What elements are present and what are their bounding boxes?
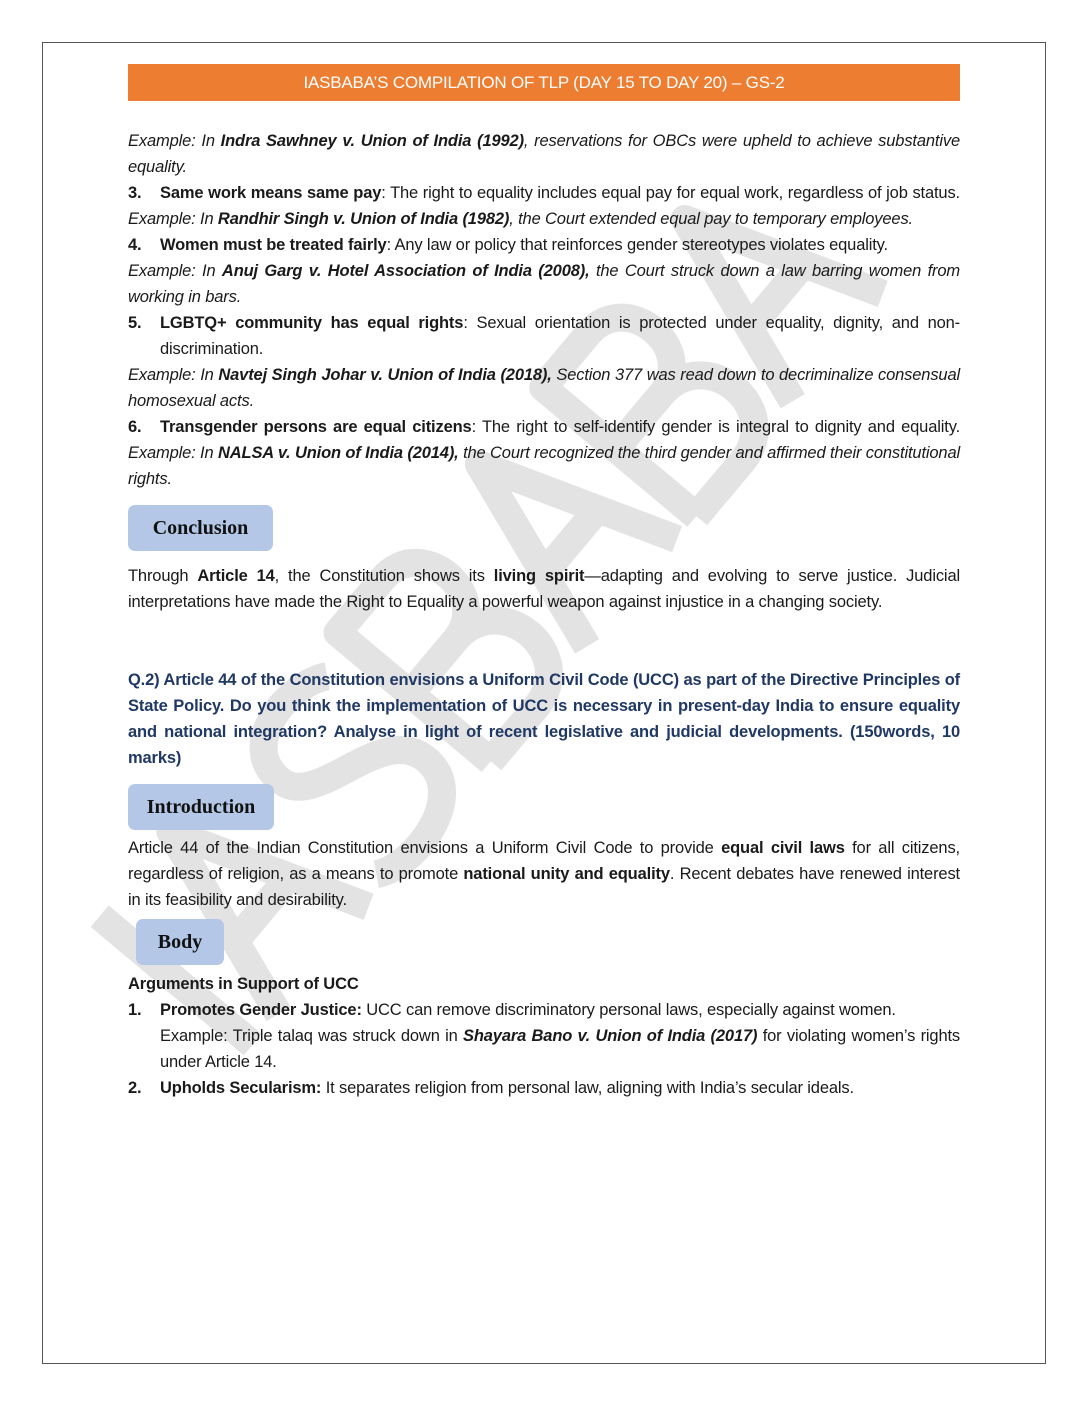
- text-segment: Example: In: [128, 366, 219, 384]
- text-segment: the Court recognized the third gender and affirmed their constitutional rights.: [128, 444, 960, 488]
- bold-text: NALSA v. Union of India (2014),: [217, 444, 459, 462]
- text-segment: Article 44 of the Indian Constitution envisions a Uniform Civil Code to provide: [128, 839, 722, 857]
- text-segment: , reservations for OBCs were upheld to achieve substantive equality.: [128, 132, 960, 176]
- text-segment: : Sexual orientation is protected under equality, dignity, and non-discrimination.: [160, 314, 960, 358]
- introduction-text: [128, 835, 960, 913]
- list-item: [128, 180, 960, 206]
- list-number: 4.: [128, 236, 142, 254]
- page-border: [42, 42, 1046, 1364]
- bold-text: Upholds Secularism:: [160, 1079, 322, 1097]
- text-segment: Example: In: [128, 262, 222, 280]
- bold-text: Transgender persons are equal citizens: [160, 418, 472, 436]
- list-number: 6.: [128, 418, 142, 436]
- page-header-banner: IASBABA’S COMPILATION OF TLP (DAY 15 TO DAY 20) – GS-2: [128, 64, 960, 101]
- list-number: [128, 1023, 160, 1075]
- text-segment: Example: In: [128, 444, 218, 462]
- paragraph: [128, 835, 960, 913]
- text-segment: Through: [128, 567, 198, 585]
- text-segment: . Recent debates have renewed interest in its feasibility and desirability.: [128, 865, 960, 909]
- list-item-text: [160, 310, 960, 362]
- text-segment: Example: In: [128, 132, 221, 150]
- paragraph: [128, 971, 960, 997]
- bold-text: Indra Sawhney v. Union of India (1992): [220, 132, 524, 150]
- conclusion-heading: Conclusion: [128, 505, 273, 551]
- paragraph: [128, 206, 960, 232]
- examples-section: [128, 128, 960, 492]
- text-segment: the Court struck down a law barring women from working in bars.: [128, 262, 960, 306]
- bold-text: Shayara Bano v. Union of India (2017): [463, 1027, 758, 1045]
- paragraph: [128, 563, 960, 615]
- text-segment: , the Constitution shows its: [274, 567, 494, 585]
- bold-text: Article 14: [197, 567, 275, 585]
- list-item-text: [160, 997, 960, 1023]
- question-text: [128, 667, 960, 771]
- paragraph: [128, 667, 960, 771]
- bold-text: Women must be treated fairly: [160, 236, 387, 254]
- bold-text: Promotes Gender Justice:: [160, 1001, 362, 1019]
- body-text: [128, 971, 960, 1101]
- text-segment: —adapting and evolving to serve justice. Judicial interpretations have made the Right to Equality a powerful weapon against injustice in a changing society.: [128, 567, 960, 611]
- list-item: [128, 414, 960, 440]
- bold-text: national unity and equality: [463, 865, 670, 883]
- list-item: [128, 1075, 960, 1101]
- bold-text: equal civil laws: [721, 839, 845, 857]
- text-segment: Example: In: [128, 210, 218, 228]
- list-number: 1.: [128, 1001, 142, 1019]
- text-segment: : The right to self-identify gender is integral to dignity and equality.: [471, 418, 961, 436]
- paragraph: [128, 440, 960, 492]
- list-number: 3.: [128, 184, 142, 202]
- text-segment: It separates religion from personal law, aligning with India’s secular ideals.: [321, 1079, 854, 1097]
- bold-text: LGBTQ+ community has equal rights: [160, 314, 464, 332]
- bold-text: Navtej Singh Johar v. Union of India (2018),: [218, 366, 552, 384]
- list-item-text: [160, 414, 960, 440]
- list-item-text: [160, 180, 960, 206]
- list-item-text: [160, 1023, 960, 1075]
- paragraph: [128, 128, 960, 180]
- paragraph: [128, 362, 960, 414]
- text-segment: Section 377 was read down to decriminalize consensual homosexual acts.: [128, 366, 960, 410]
- paragraph: [128, 258, 960, 310]
- bold-text: Arguments in Support of UCC: [128, 975, 359, 993]
- list-item: [128, 232, 960, 258]
- list-number: 5.: [128, 314, 142, 332]
- list-item-text: [160, 1075, 960, 1101]
- bold-text: Anuj Garg v. Hotel Association of India (2008),: [221, 262, 590, 280]
- text-segment: Example: Triple talaq was struck down in: [160, 1027, 463, 1045]
- list-item: [128, 997, 960, 1023]
- text-segment: : The right to equality includes equal pay for equal work, regardless of job status.: [381, 184, 960, 202]
- text-segment: for all citizens, regardless of religion, as a means to promote: [128, 839, 960, 883]
- body-heading: Body: [136, 919, 224, 965]
- text-segment: for violating women’s rights under Article 14.: [160, 1027, 961, 1071]
- introduction-heading: Introduction: [128, 784, 274, 830]
- text-segment: UCC can remove discriminatory personal laws, especially against women.: [361, 1001, 896, 1019]
- conclusion-text: [128, 563, 960, 615]
- bold-text: living spirit: [493, 567, 585, 585]
- text-segment: , the Court extended equal pay to temporary employees.: [509, 210, 913, 228]
- list-number: 2.: [128, 1079, 142, 1097]
- bold-text: Randhir Singh v. Union of India (1982): [217, 210, 510, 228]
- text-segment: : Any law or policy that reinforces gender stereotypes violates equality.: [386, 236, 888, 254]
- list-item: [128, 1023, 960, 1075]
- text-segment: Q.2) Article 44 of the Constitution envisions a Uniform Civil Code (UCC) as part of the Directive Principles of State Policy. Do you think the implementation of UCC is necessary in present-day India to ensure equality and national integration? Analyse in light of recent legislative and judicial developments. (150words, 10 marks): [128, 671, 960, 767]
- list-item: [128, 310, 960, 362]
- bold-text: Same work means same pay: [160, 184, 382, 202]
- list-item-text: [160, 232, 960, 258]
